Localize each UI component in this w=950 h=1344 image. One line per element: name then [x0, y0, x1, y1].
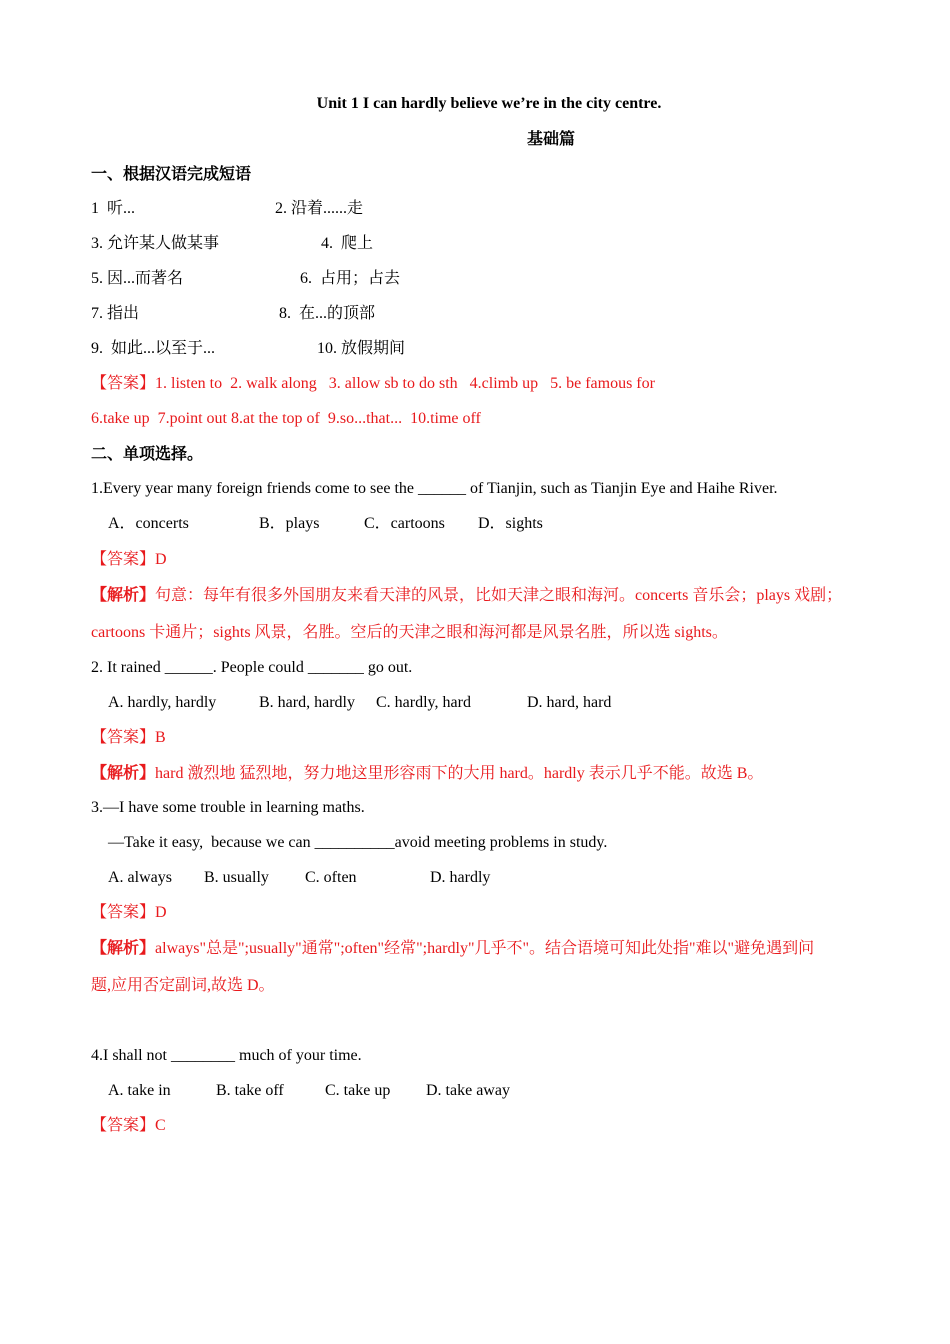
section1-heading: 一、根据汉语完成短语 [91, 164, 252, 183]
answer-value: D [155, 904, 167, 921]
answer-label: 【答案】 [91, 904, 156, 921]
question-2-option: D. hard, hard [527, 694, 612, 711]
analysis-label: 【解析】 [91, 938, 156, 957]
answer-value: D [155, 551, 167, 568]
page-subtitle: 基础篇 [527, 129, 576, 148]
question-4-option: A. take in [108, 1082, 171, 1099]
analysis-label: 【解析】 [91, 585, 156, 604]
answer-label: 【答案】 [91, 551, 156, 568]
answer-value: B [155, 729, 166, 746]
question-1-option: C．cartoons [364, 515, 445, 532]
phrase-item: 5. 因...而著名 [91, 270, 184, 287]
phrase-item: 8. 在...的顶部 [279, 305, 376, 322]
phrase-item: 3. 允许某人做某事 [91, 235, 220, 252]
analysis-text: hard 激烈地 猛烈地，努力地这里形容雨下的大用 hard。hardly 表示几乎不能。故选 B。 [155, 765, 764, 782]
phrase-item: 9. 如此...以至于... [91, 340, 216, 357]
phrase-item: 7. 指出 [91, 305, 140, 322]
question-4-option: D. take away [426, 1082, 510, 1099]
question-1-stem: 1.Every year many foreign friends come to see the ______ of Tianjin, such as Tianjin Eye and Haihe River. [91, 480, 778, 497]
answer-label: 【答案】 [91, 375, 156, 392]
question-4-option: C. take up [325, 1082, 391, 1099]
phrase-item: 6. 占用；占去 [300, 270, 401, 287]
question-3-analysis-line2: 题,应用否定副词,故选 D。 [91, 977, 275, 994]
question-2-option: A. hardly, hardly [108, 694, 217, 711]
question-1-option: A．concerts [108, 515, 189, 532]
phrase-item: 1 听... [91, 200, 136, 217]
page-title: Unit 1 I can hardly believe we’re in the city centre. [316, 95, 662, 112]
section2-heading: 二、单项选择。 [91, 444, 204, 463]
question-1-option: D．sights [478, 515, 543, 532]
answer-value: C [155, 1117, 166, 1134]
question-3-stem-line1: 3.—I have some trouble in learning maths. [91, 799, 365, 816]
phrase-item: 10. 放假期间 [317, 340, 406, 357]
answer-label: 【答案】 [91, 729, 156, 746]
question-3-analysis-line1 [91, 938, 814, 959]
question-3-stem-line2: —Take it easy, because we can __________avoid meeting problems in study. [108, 834, 608, 851]
question-2-answer [91, 728, 166, 748]
question-2-option: C. hardly, hard [376, 694, 471, 711]
question-2-option: B. hard, hardly [259, 694, 355, 711]
question-1-option: B．plays [259, 515, 320, 532]
question-4-option: B. take off [216, 1082, 284, 1099]
question-3-option: D. hardly [430, 869, 491, 886]
section1-answer-line2: 6.take up 7.point out 8.at the top of 9.so...that... 10.time off [91, 410, 481, 427]
question-3-option: C. often [305, 869, 357, 886]
question-3-option: A. always [108, 869, 172, 886]
phrase-item: 2. 沿着......走 [275, 200, 364, 217]
analysis-text: 句意：每年有很多外国朋友来看天津的风景，比如天津之眼和海河。concerts 音乐会；plays 戏剧； [155, 587, 843, 604]
question-1-answer [91, 550, 167, 570]
analysis-text: always"总是";usually"通常";often"经常";hardly"几乎不"。结合语境可知此处指"难以"避免遇到问 [155, 940, 815, 957]
question-1-analysis-line1 [91, 585, 842, 606]
question-4-stem: 4.I shall not ________ much of your time. [91, 1047, 362, 1064]
question-1-analysis-line2: cartoons 卡通片；sights 风景，名胜。空后的天津之眼和海河都是风景名胜，所以选 sights。 [91, 624, 728, 641]
question-4-answer [91, 1116, 166, 1136]
analysis-label: 【解析】 [91, 763, 156, 782]
section1-answer-line1 [91, 374, 655, 394]
question-2-analysis [91, 763, 763, 784]
answer-text: 1. listen to 2. walk along 3. allow sb to do sth 4.climb up 5. be famous for [155, 375, 655, 392]
answer-label: 【答案】 [91, 1117, 156, 1134]
phrase-item: 4. 爬上 [321, 235, 374, 252]
question-3-option: B. usually [204, 869, 269, 886]
question-2-stem: 2. It rained ______. People could _______ go out. [91, 659, 413, 676]
question-3-answer [91, 903, 167, 923]
